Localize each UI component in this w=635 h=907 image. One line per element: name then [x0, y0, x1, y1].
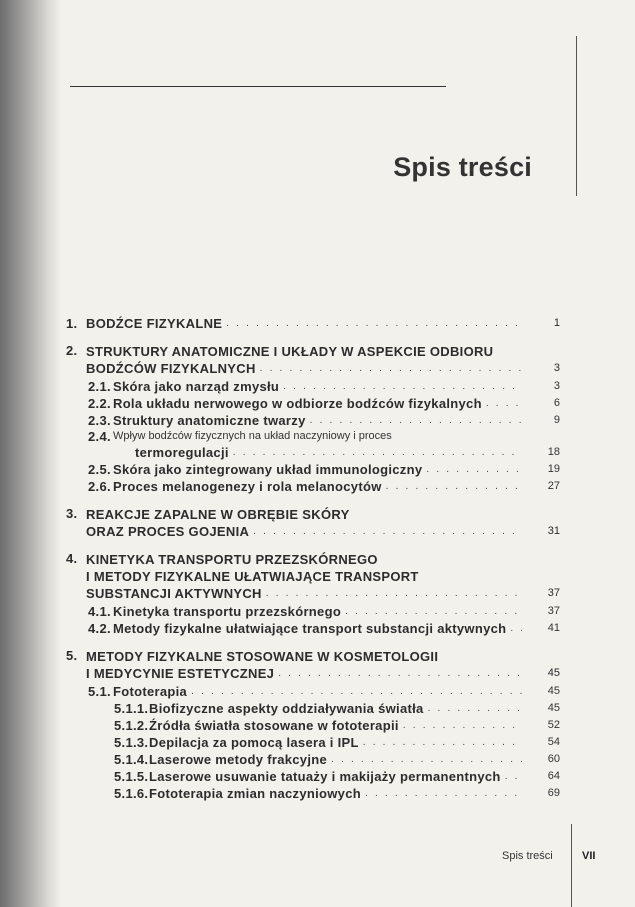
dot-leader: [226, 315, 522, 332]
toc-title: Skóra jako zintegrowany układ immunologiczny: [113, 462, 423, 477]
toc-title-line: REAKCJE ZAPALNE W OBRĘBIE SKÓRY: [86, 507, 350, 522]
toc-page: 6: [553, 397, 560, 409]
toc-page: 45: [547, 702, 560, 714]
toc-entry: [66, 785, 560, 802]
toc-number: 4.2.: [88, 621, 111, 636]
dot-leader: [260, 360, 522, 377]
toc-chapter: [66, 343, 560, 495]
toc-entry: [66, 478, 560, 495]
toc-entry: [66, 585, 560, 602]
toc-number: 5.1.6.: [114, 786, 149, 801]
toc-title: Laserowe usuwanie tatuaży i makijaży permanentnych: [149, 769, 501, 784]
toc-page: 60: [547, 753, 560, 765]
toc-number: 2.2.: [88, 396, 111, 411]
toc-entry: [66, 734, 560, 751]
toc-chapter: [66, 551, 560, 637]
dot-leader: [486, 395, 522, 412]
toc-number: 5.1.3.: [114, 735, 149, 750]
toc-entry: [66, 665, 560, 682]
toc-title-line: I METODY FIZYKALNE UŁATWIAJĄCE TRANSPORT: [86, 569, 419, 584]
toc-page: 69: [547, 787, 560, 799]
toc-subsection: [66, 603, 560, 620]
toc-title-line: STRUKTURY ANATOMICZNE I UKŁADY W ASPEKCIE ODBIORU: [86, 344, 494, 359]
toc-title-line: METODY FIZYKALNE STOSOWANE W KOSMETOLOGII: [86, 649, 439, 664]
toc-title-line: Wpływ bodźców fizycznych na układ naczyniowy i proces: [113, 430, 392, 442]
toc-title-line: KINETYKA TRANSPORTU PRZEZSKÓRNEGO: [86, 552, 378, 567]
toc-number: 4.1.: [88, 604, 111, 619]
toc-subsection: [66, 461, 560, 478]
toc-page: 18: [547, 446, 560, 458]
toc-entry: [66, 395, 560, 412]
toc-entry: [66, 768, 560, 785]
toc-subsection: [66, 683, 560, 700]
toc-page: 27: [547, 480, 560, 492]
toc-title: Proces melanogenezy i rola melanocytów: [113, 479, 382, 494]
toc-number: 2.6.: [88, 479, 111, 494]
toc-number: 5.1.2.: [114, 718, 149, 733]
toc-title: Kinetyka transportu przezskórnego: [113, 604, 342, 619]
dot-leader: [253, 523, 522, 540]
toc-entry: [66, 700, 560, 717]
toc-entry: [66, 523, 560, 540]
toc-subsection-list: [66, 683, 560, 802]
toc-entry: [66, 683, 560, 700]
toc-subsection: [66, 478, 560, 495]
toc-subsection: [66, 429, 560, 461]
toc-title: Źródła światła stosowane w fototerapii: [149, 718, 399, 733]
toc-number: 2.: [66, 343, 78, 358]
toc-page: 45: [547, 685, 560, 697]
right-divider: [576, 36, 577, 196]
page-number: VII: [582, 850, 596, 862]
table-of-contents: [66, 315, 560, 813]
dot-leader: [233, 444, 522, 461]
toc-title: Struktury anatomiczne twarzy: [113, 413, 306, 428]
toc-subsection: [66, 378, 560, 395]
toc-page: 52: [547, 719, 560, 731]
toc-page: 64: [547, 770, 560, 782]
dot-leader: [283, 378, 522, 395]
toc-number: 5.: [66, 648, 78, 663]
footer-divider: [571, 824, 572, 907]
dot-leader: [403, 717, 522, 734]
toc-number: 2.5.: [88, 462, 111, 477]
toc-subsection-list: [66, 603, 560, 637]
toc-page: 45: [547, 667, 560, 679]
toc-subsection: [66, 395, 560, 412]
dot-leader: [266, 585, 522, 602]
dot-leader: [331, 751, 522, 768]
toc-title: Biofizyczne aspekty oddziaływania światła: [149, 701, 424, 716]
toc-number: 3.: [66, 506, 78, 521]
toc-title: I MEDYCYNIE ESTETYCZNEJ: [86, 666, 275, 681]
toc-entry: [66, 717, 560, 734]
toc-number: 5.1.1.: [114, 701, 149, 716]
dot-leader: [428, 700, 522, 717]
toc-subsection: [66, 412, 560, 429]
toc-entry: [66, 360, 560, 377]
toc-title: Fototerapia zmian naczyniowych: [149, 786, 361, 801]
toc-entry: [66, 603, 560, 620]
toc-entry: [66, 378, 560, 395]
toc-page: 19: [547, 463, 560, 475]
dot-leader: [278, 665, 522, 682]
toc-page: 37: [547, 605, 560, 617]
toc-title: BODŹCE FIZYKALNE: [86, 316, 223, 331]
toc-subsection-list: [66, 378, 560, 495]
toc-page: 54: [547, 736, 560, 748]
toc-number: 5.1.4.: [114, 752, 149, 767]
dot-leader: [510, 620, 522, 637]
toc-entry: [66, 620, 560, 637]
dot-leader: [365, 785, 522, 802]
toc-title: Skóra jako narząd zmysłu: [113, 379, 280, 394]
dot-leader: [310, 412, 522, 429]
toc-number: 4.: [66, 551, 78, 566]
top-divider: [70, 86, 446, 87]
dot-leader: [386, 478, 522, 495]
toc-page: 3: [553, 380, 560, 392]
toc-title: termoregulacji: [135, 445, 229, 460]
running-footer: Spis treści: [502, 850, 553, 862]
toc-page: 41: [547, 622, 560, 634]
dot-leader: [345, 603, 522, 620]
toc-entry: [66, 751, 560, 768]
toc-page: 1: [553, 317, 560, 329]
toc-page: 31: [547, 525, 560, 537]
toc-subsubsection-list: [66, 700, 560, 802]
toc-number: 2.4.: [88, 429, 111, 444]
toc-title: Laserowe metody frakcyjne: [149, 752, 328, 767]
toc-page: 9: [553, 414, 560, 426]
toc-chapter: [66, 315, 560, 332]
toc-number: 5.1.5.: [114, 769, 149, 784]
dot-leader: [505, 768, 522, 785]
toc-entry: [66, 315, 560, 332]
toc-title: Rola układu nerwowego w odbiorze bodźców fizykalnych: [113, 396, 482, 411]
dot-leader: [426, 461, 522, 478]
toc-number: 1.: [66, 316, 78, 331]
toc-chapter: [66, 506, 560, 540]
toc-page: 3: [553, 362, 560, 374]
toc-entry: [66, 461, 560, 478]
toc-chapter: [66, 648, 560, 802]
toc-entry: [66, 444, 560, 461]
page-title: Spis treści: [393, 152, 532, 182]
toc-title: BODŹCÓW FIZYKALNYCH: [86, 361, 256, 376]
toc-number: 5.1.: [88, 684, 111, 699]
toc-title: SUBSTANCJI AKTYWNYCH: [86, 586, 262, 601]
dot-leader: [363, 734, 522, 751]
toc-title: ORAZ PROCES GOJENIA: [86, 524, 250, 539]
toc-title: Depilacja za pomocą lasera i IPL: [149, 735, 359, 750]
toc-number: 2.3.: [88, 413, 111, 428]
toc-subsection: [66, 620, 560, 637]
toc-entry: [66, 412, 560, 429]
toc-page: 37: [547, 587, 560, 599]
toc-title: Metody fizykalne ułatwiające transport substancji aktywnych: [113, 621, 507, 636]
toc-title: Fototerapia: [113, 684, 188, 699]
book-spine-shadow: [0, 0, 62, 907]
toc-number: 2.1.: [88, 379, 111, 394]
dot-leader: [191, 683, 522, 700]
